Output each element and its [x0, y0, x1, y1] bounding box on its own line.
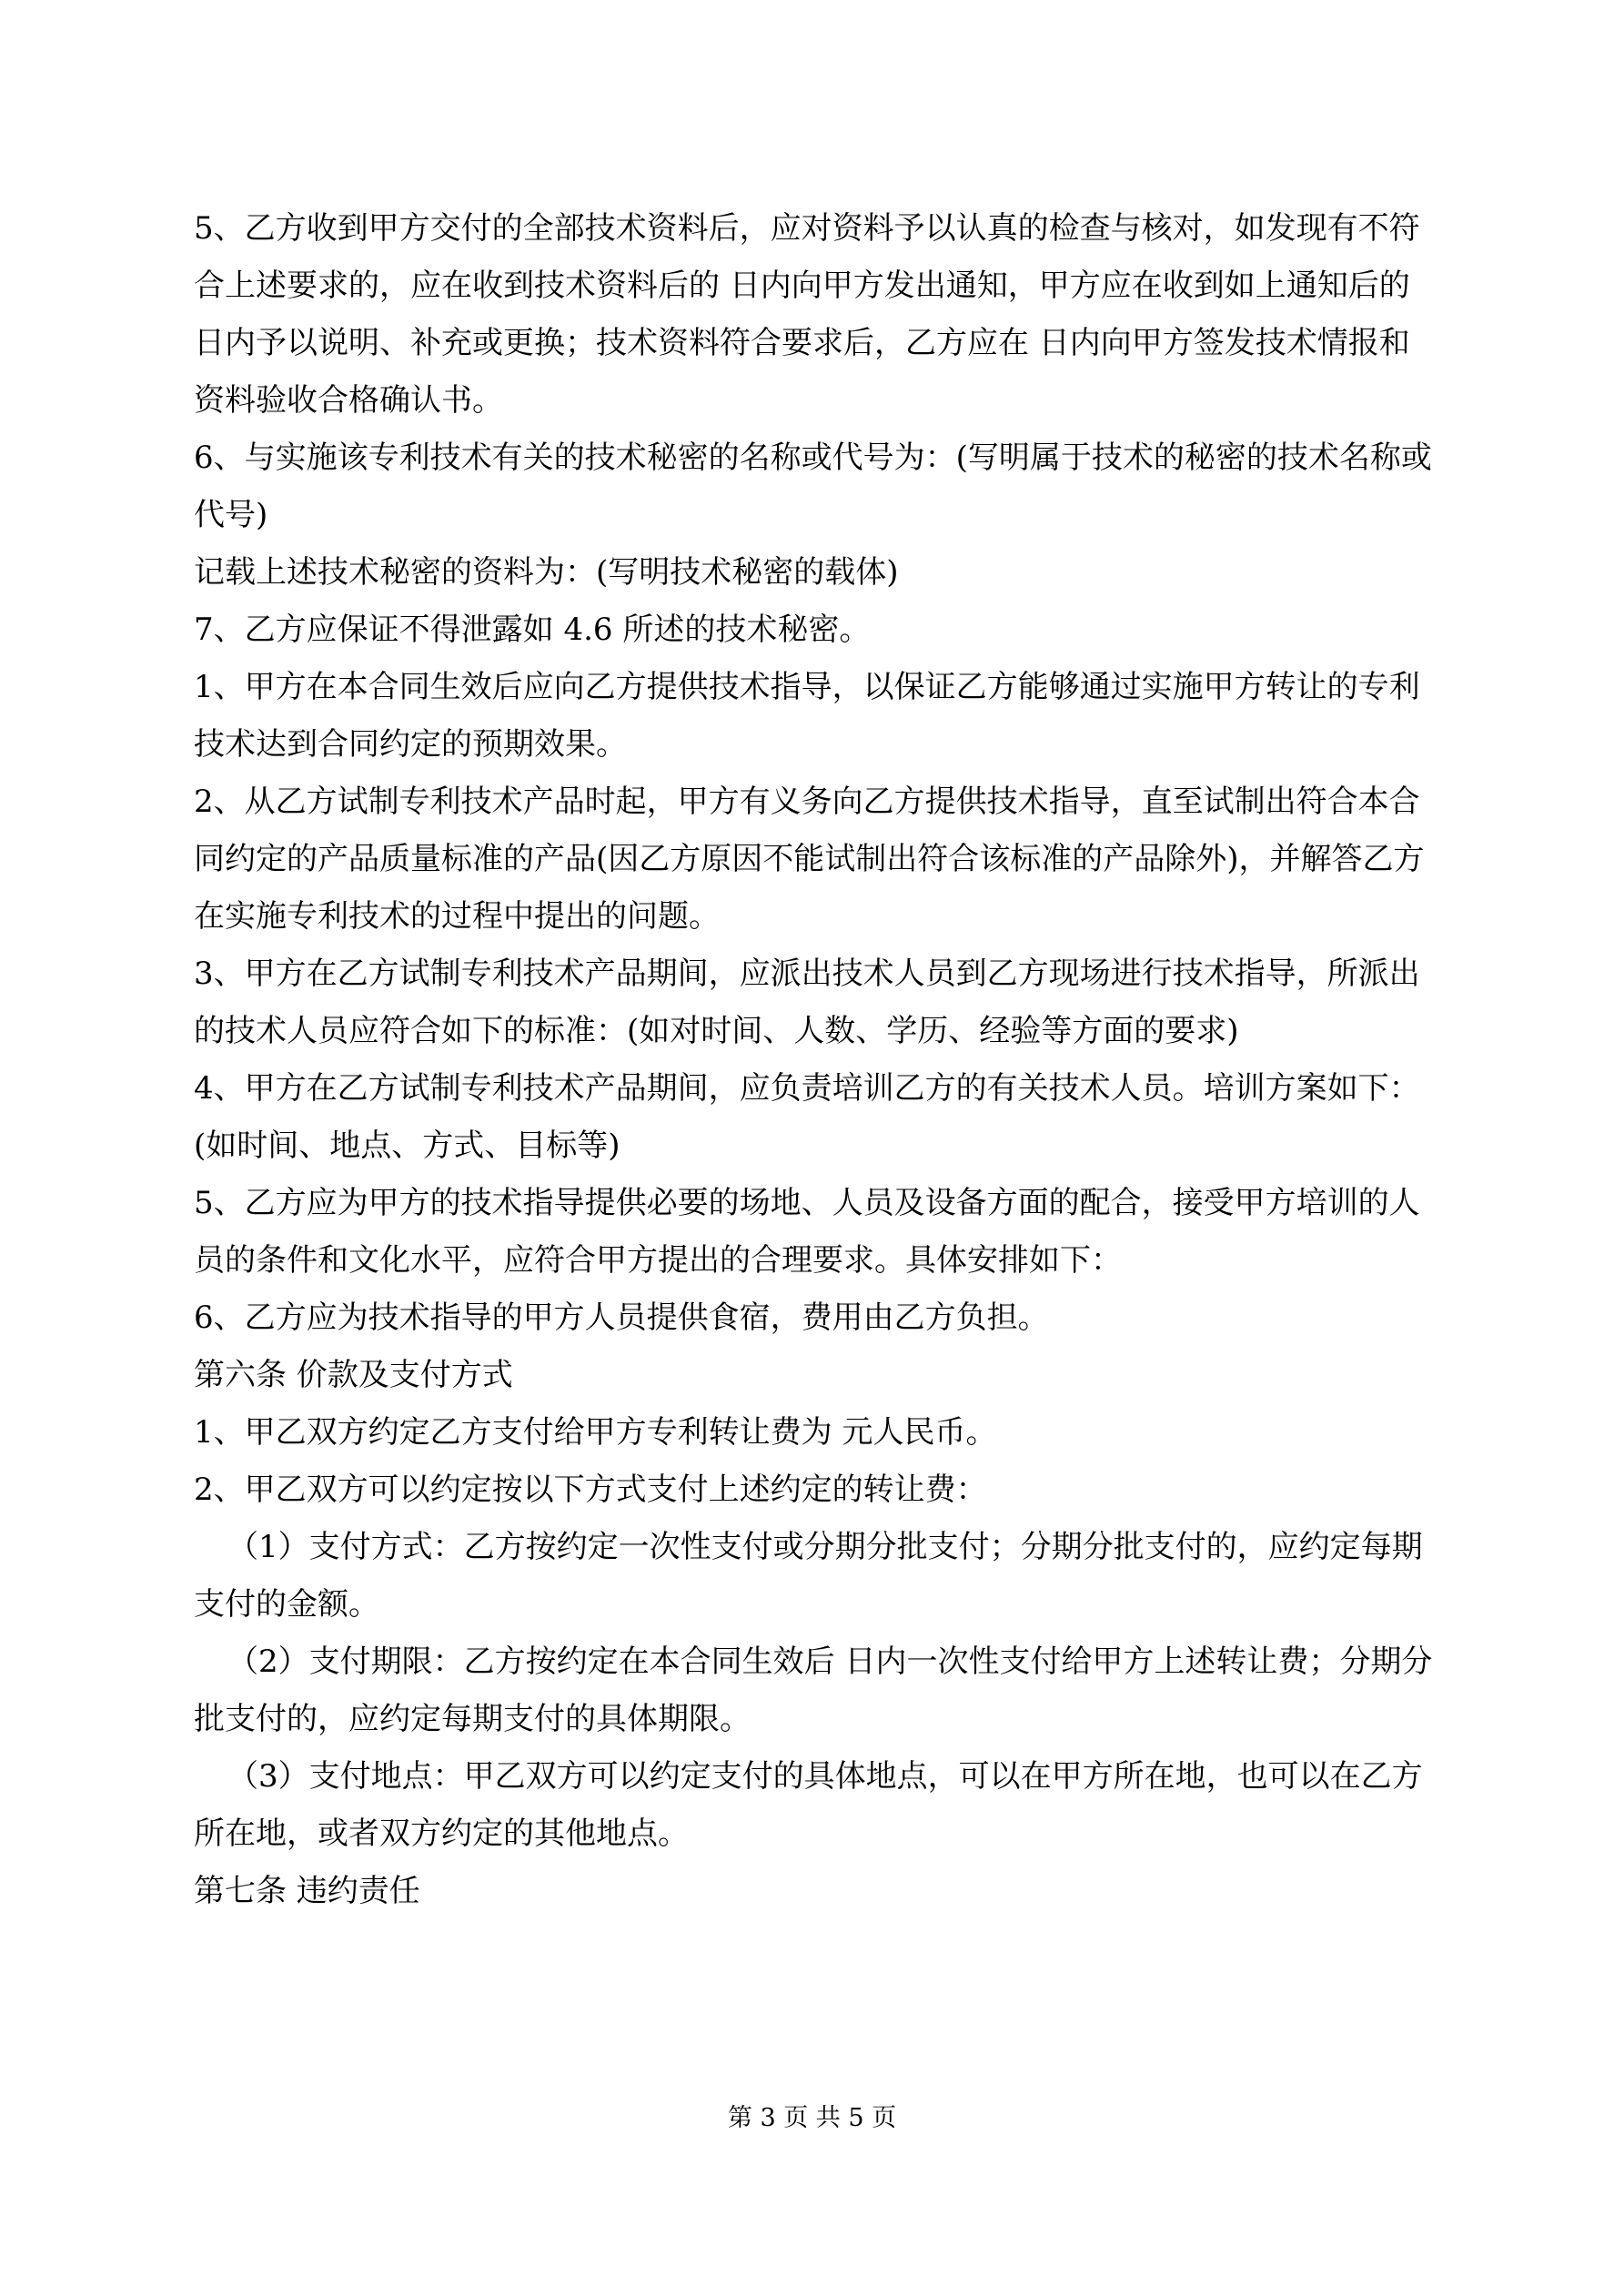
paragraph-payment-term: （2）支付期限：乙方按约定在本合同生效后 日内一次性支付给甲方上述转让费；分期分批支付的，应约定每期支付的具体期限。 — [194, 1644, 1433, 1737]
paragraph-6-accommodation: 6、乙方应为技术指导的甲方人员提供食宿，费用由乙方负担。 — [194, 1300, 1049, 1336]
paragraph-secret-carrier: 记载上述技术秘密的资料为：(写明技术秘密的载体) — [194, 554, 899, 591]
paragraph-2-payment-method: 2、甲乙双方可以约定按以下方式支付上述约定的转让费： — [194, 1472, 987, 1508]
paragraph-2-trial-guidance: 2、从乙方试制专利技术产品时起，甲方有义务向乙方提供技术指导，直至试制出符合本合同约定的产品质量标准的产品(因乙方原因不能试制出符合该标准的产品除外)，并解答乙方在实施专利技术的过程中提出的问题。 — [194, 784, 1425, 935]
section-heading-article-6: 第六条 价款及支付方式 — [194, 1357, 513, 1393]
paragraph-1-technical-guidance: 1、甲方在本合同生效后应向乙方提供技术指导，以保证乙方能够通过实施甲方转让的专利技术达到合同约定的预期效果。 — [194, 669, 1420, 763]
paragraph-4-training: 4、甲方在乙方试制专利技术产品期间，应负责培训乙方的有关技术人员。培训方案如下：(如时间、地点、方式、目标等) — [194, 1070, 1420, 1164]
document-body — [194, 200, 1440, 1920]
page-number-footer: 第 3 页 共 5 页 — [727, 2104, 897, 2132]
paragraph-5-cooperation: 5、乙方应为甲方的技术指导提供必要的场地、人员及设备方面的配合，接受甲方培训的人员的条件和文化水平，应符合甲方提出的合理要求。具体安排如下： — [194, 1185, 1420, 1279]
paragraph-5-technical-data-inspection: 5、乙方收到甲方交付的全部技术资料后，应对资料予以认真的检查与核对，如发现有不符合上述要求的，应在收到技术资料后的 日内向甲方发出通知，甲方应在收到如上通知后的 日内予以说明、补充或更换；技术资料符合要求后，乙方应在 日内向甲方签发技术情报和资料验收合格确认书。 — [194, 210, 1420, 419]
paragraph-1-transfer-fee: 1、甲乙双方约定乙方支付给甲方专利转让费为 元人民币。 — [194, 1414, 997, 1451]
paragraph-payment-location: （3）支付地点：甲乙双方可以约定支付的具体地点，可以在甲方所在地，也可以在乙方所在地，或者双方约定的其他地点。 — [194, 1758, 1423, 1852]
paragraph-3-onsite-staff: 3、甲方在乙方试制专利技术产品期间，应派出技术人员到乙方现场进行技术指导，所派出的技术人员应符合如下的标准：(如对时间、人数、学历、经验等方面的要求) — [194, 956, 1420, 1049]
paragraph-6-technical-secret-name: 6、与实施该专利技术有关的技术秘密的名称或代号为：(写明属于技术的秘密的技术名称或代号) — [194, 440, 1432, 533]
paragraph-payment-mode: （1）支付方式：乙方按约定一次性支付或分期分批支付；分期分批支付的，应约定每期支付的金额。 — [194, 1529, 1423, 1623]
paragraph-7-confidentiality: 7、乙方应保证不得泄露如 4.6 所述的技术秘密。 — [194, 612, 871, 648]
section-heading-article-7: 第七条 违约责任 — [194, 1873, 420, 1909]
